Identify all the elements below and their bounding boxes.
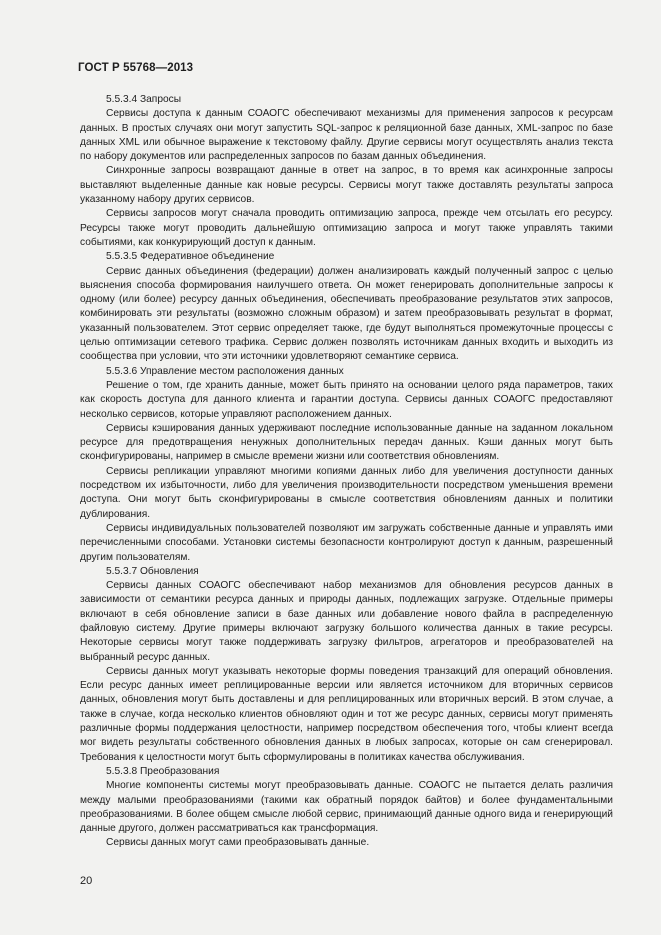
body-paragraph: Сервисы кэширования данных удерживают последние использованные данные на заданном локальном ресурсе для предотвращения ненужных дополнительных передач данных. Кэши данных могут быть сконфигурированы, например в смысле времени жизни или соответствия обновлениям. xyxy=(80,422,613,463)
body-paragraph: Сервисы данных могут сами преобразовывать данные. xyxy=(106,837,370,849)
body-paragraph: Синхронные запросы возвращают данные в ответ на запрос, в то время как асинхронные запросы выставляют выделенные данные как новые ресурсы. Сервисы могут также доставлять результаты запроса указанному набору других сервисов. xyxy=(80,165,613,206)
body-paragraph: Сервисы индивидуальных пользователей позволяют им загружать собственные данные и управлять ими перечисленными способами. Установки системы безопасности контролируют доступ к данным, разрешенный другим пользователям. xyxy=(80,522,613,563)
section-heading: 5.5.3.8 Преобразования xyxy=(106,765,220,777)
body-paragraph: Сервисы запросов могут сначала проводить оптимизацию запроса, прежде чем отсылать его ресурсу. Ресурсы также могут проводить дальнейшую оптимизацию запроса и могут также управлять такими событиями, как конкурирующий доступ к данным. xyxy=(80,208,613,248)
section-heading: 5.5.3.7 Обновления xyxy=(106,565,199,577)
section-heading: 5.5.3.4 Запросы xyxy=(106,94,182,105)
section-heading: 5.5.3.5 Федеративное объединение xyxy=(106,251,275,263)
document-body xyxy=(80,93,613,851)
body-paragraph: Сервис данных объединения (федерации) должен анализировать каждый полученный запрос с целью выяснения способа формирования наилучшего ответа. Он может генерировать дополнительные запросы к одному (или более) ресурсу данных объединения, обеспечивать преобразование результатов этих запросов, комбинировать эти результаты (возможно сложным образом) и затем преобразовывать результат в формат, указанный пользователем. Этот сервис определяет также, где будут выполняться промежуточные процессы с целью оптимизации сетевого трафика. Сервис должен позволять источникам данных входить и выходить из сообщества при условии, что эти источники удовлетворяют семантике сервиса. xyxy=(80,265,613,363)
body-paragraph: Сервисы репликации управляют многими копиями данных либо для увеличения доступности данных посредством их избыточности, либо для увеличения производительности посредством уменьшения времени доступа. Они могут быть сконфигурированы в смысле соответствия обновлениям данных и политики дублирования. xyxy=(80,465,613,520)
body-paragraph: Сервисы доступа к данным СОАОГС обеспечивают механизмы для применения запросов к ресурсам данных. В простых случаях они могут запустить SQL-запрос к реляционной базе данных, XML-запрос по базе данных XML или обычное выражение к текстовому файлу. Другие сервисы могут осуществлять анализ текста по набору документов или распределенных запросов по базам данных объединения. xyxy=(80,108,613,163)
page-number: 20 xyxy=(80,875,93,887)
body-paragraph: Решение о том, где хранить данные, может быть принято на основании целого ряда параметров, таких как скорость доступа для данного клиента и гарантии доступа. Сервисы данных СОАОГС предоставляют несколько сервисов, которые управляют расположением данных. xyxy=(80,379,613,420)
document-code-header: ГОСТ Р 55768—2013 xyxy=(78,62,194,74)
body-paragraph: Сервисы данных могут указывать некоторые формы поведения транзакций для операций обновления. Если ресурс данных имеет реплицированные версии или является источником для вторичных сервисов данных, обновления могут быть доставлены и для реплицированных или вторичных версий. В этом случае, а также в случае, когда несколько клиентов обновляют один и тот же ресурс данных, сервисы могут применять различные формы поддержания целостности, например посредством обеспечения того, чтобы клиент всегда мог видеть результаты собственного обновления данных в любых запросах, которые он сам сгенерировал. Требования к целостности могут быть сформулированы в политиках качества обслуживания. xyxy=(80,665,613,763)
body-paragraph: Сервисы данных СОАОГС обеспечивают набор механизмов для обновления ресурсов данных в зависимости от семантики ресурса данных и природы данных, подлежащих загрузке. Отдельные примеры включают в себя обновление записи в базе данных или добавление нового файла в распределенную файловую систему. Другие примеры включают загрузку большого количества данных в такие ресурсы. Некоторые сервисы могут также поддерживать загрузку фильтров, агрегаторов и преобразователей на выбранный ресурс данных. xyxy=(80,580,613,663)
section-heading: 5.5.3.6 Управление местом расположения данных xyxy=(106,365,344,377)
body-paragraph: Многие компоненты системы могут преобразовывать данные. СОАОГС не пытается делать различия между малыми преобразованиями (такими как обратный порядок байтов) и более фундаментальными преобразованиями. В более общем смысле любой сервис, принимающий данные одного вида и генерирующий данные другого, должен рассматриваться как трансформация. xyxy=(80,780,613,835)
